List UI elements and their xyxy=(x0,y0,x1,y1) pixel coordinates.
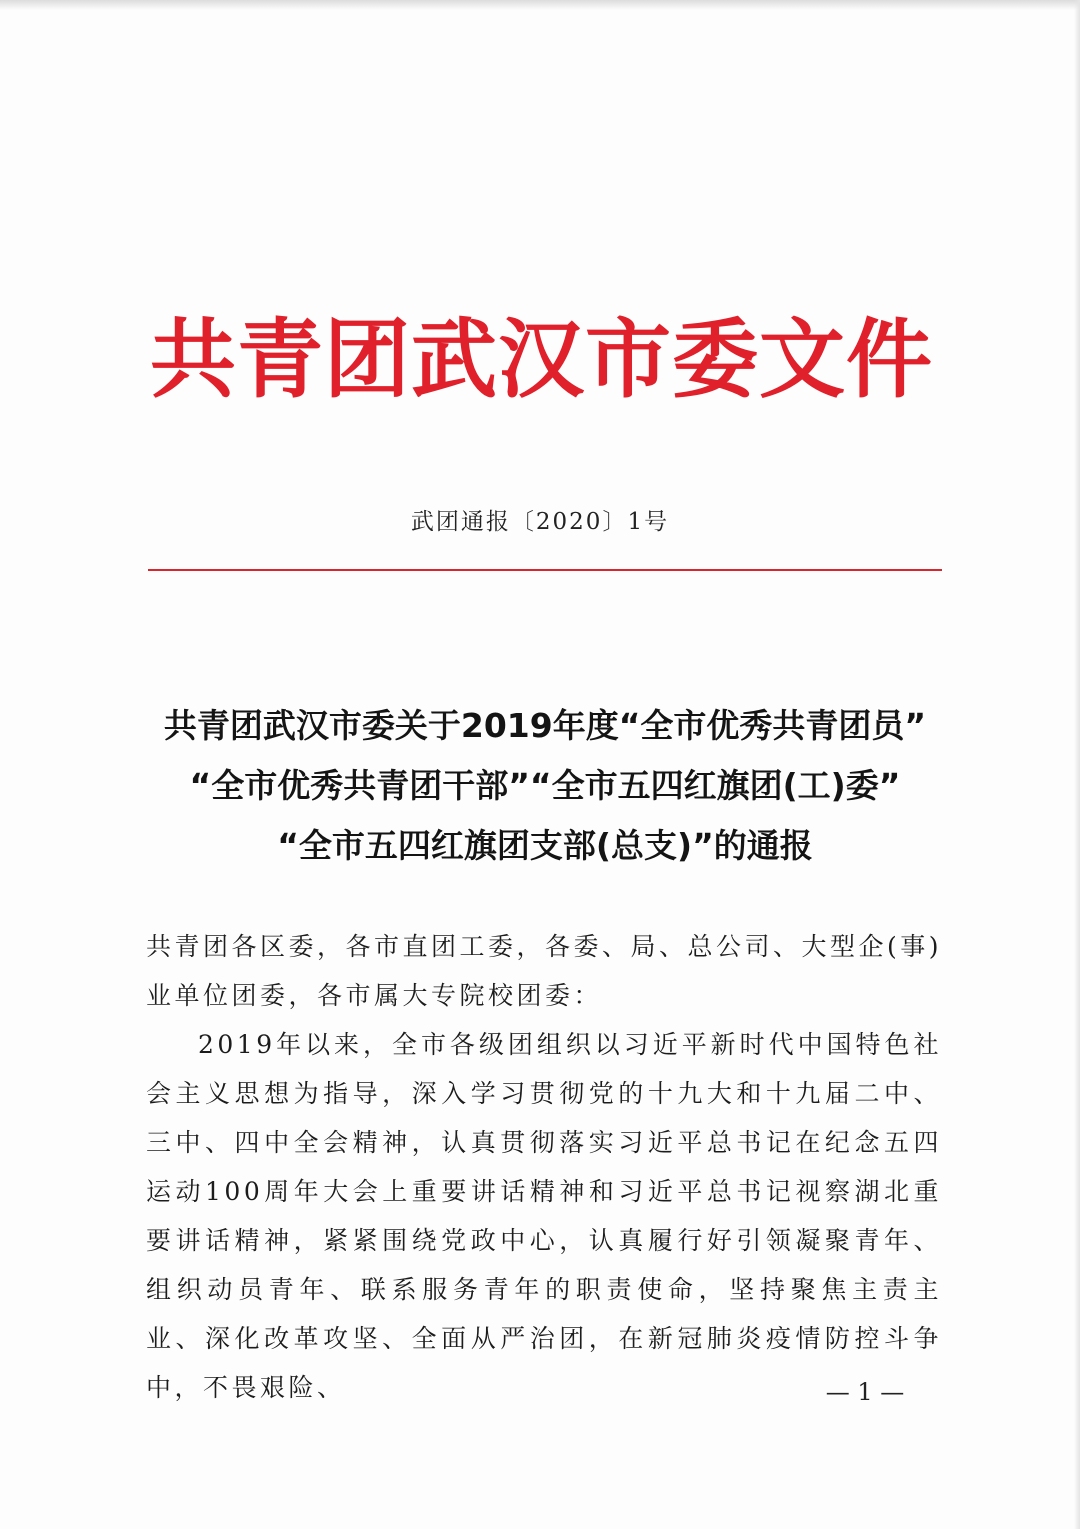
document-header-title: 共青团武汉市委文件 xyxy=(150,310,933,410)
addressee-line: 共青团各区委，各市直团工委，各委、局、总公司、大型企(事)业单位团委，各市属大专院校团委： xyxy=(146,932,943,1010)
document-number: 武团通报〔2020〕1号 xyxy=(410,509,670,535)
page-number: — 1 — xyxy=(825,1378,905,1406)
notice-title-line-3: “全市五四红旗团支部(总支)”的通报 xyxy=(277,826,813,865)
notice-title xyxy=(135,696,955,876)
body-paragraph: 2019年以来，全市各级团组织以习近平新时代中国特色社会主义思想为指导，深入学习贯彻党的十九大和十九届二中、三中、四中全会精神，认真贯彻落实习近平总书记在纪念五四运动100周年大会上重要讲话精神和习近平总书记视察湖北重要讲话精神，紧紧围绕党政中心，认真履行好引领凝聚青年、组织动员青年、联系服务青年的职责使命，坚持聚焦主责主业、深化改革攻坚、全面从严治团，在新冠肺炎疫情防控斗争中，不畏艰险、 xyxy=(146,1030,942,1402)
notice-title-line-1: 共青团武汉市委关于2019年度“全市优秀共青团员” xyxy=(163,706,927,745)
red-divider-line xyxy=(148,569,942,571)
scan-edge-top xyxy=(0,0,1080,10)
notice-title-line-2: “全市优秀共青团干部”“全市五四红旗团(工)委” xyxy=(189,766,901,805)
scan-edge-right xyxy=(1074,0,1080,1529)
notice-body xyxy=(146,922,942,1412)
